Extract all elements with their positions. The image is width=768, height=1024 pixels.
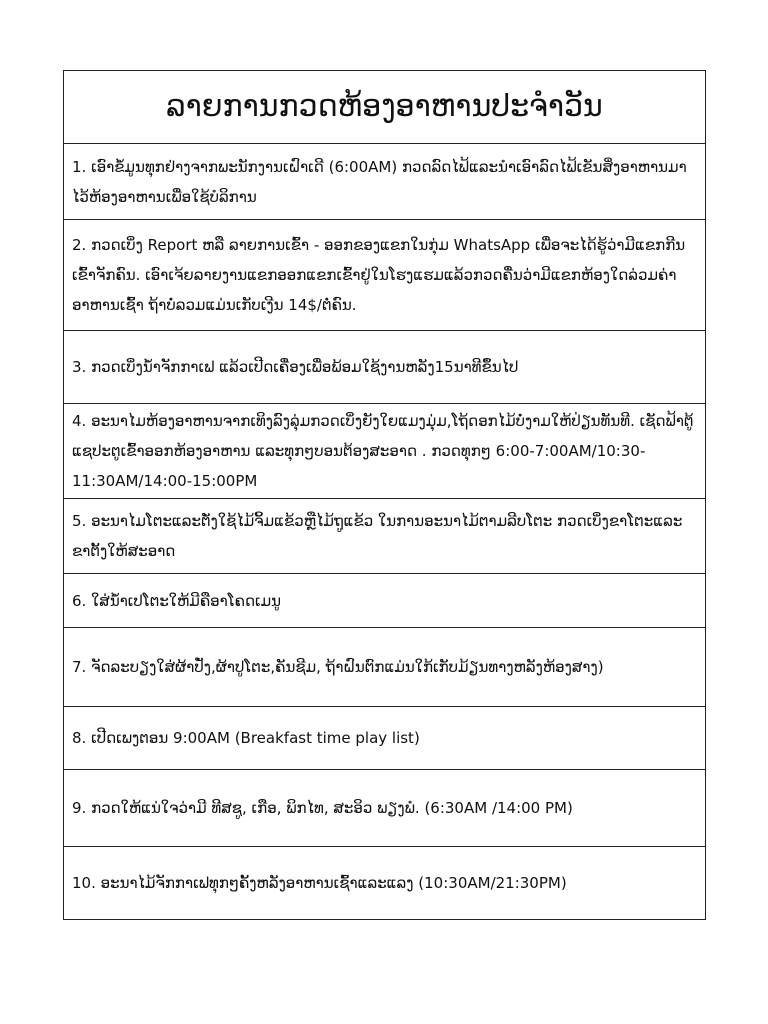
table-row: [64, 499, 706, 574]
table-row: [64, 770, 706, 847]
list-item: 4. ອະນາໄມຫ້ອງອາຫານຈາກເທິງລົງລຸ່ມກວດເບິ່ງຍັງໃຍແມງມຸ່ມ,ໂຖ້ດອກໄມ້ບໍ່ງາມໃຫ້ປ່ຽນທັນທີ. ເຊັດຟ້າຕູ້ແຊປະຕູເຂົ້າອອກຫ້ອງອາຫານ ແລະທຸກໆບອນຕ້ອງສະອາດ . ກວດທຸກໆ 6:00-7:00AM/10:30-11:30AM/14:00-15:00PM: [64, 404, 706, 499]
list-item: 7. ຈັດລະບຽງໃສ່ຜ້າປັ່ງ,ຜ້າປູໂຕະ,ຄັນຊີມ, ຖ້າຝົນຕົກແມ່ນໃກ້ເກັບມ້ຽນທາງຫລັງຫ້ອງສາງ): [64, 628, 706, 707]
page-title: ລາຍການກວດຫ້ອງອາຫານປະຈຳວັນ: [64, 71, 706, 144]
list-item: 10. ອະນາໄມ້ຈັກກາເຟທຸກໆຄັ້ງຫລັງອາຫານເຊົ້າແລະແລງ (10:30AM/21:30PM): [64, 847, 706, 920]
table-row: [64, 574, 706, 628]
table-row: [64, 628, 706, 707]
list-item: 9. ກວດໃຫ້ແນ່ໃຈວ່າມີ ທີສຊູ, ເກືອ, ພິກໄທ, ສະອິວ ພຽງພໍ. (6:30AM /14:00 PM): [64, 770, 706, 847]
table-row: [64, 220, 706, 331]
list-item: 6. ໃສ່ນ້ຳເປໂຕະໃຫ້ມີຄືອາໂຄດເມນູ: [64, 574, 706, 628]
list-item: 1. ເອົາຂໍ້ມູນທຸກຢ່າງຈາກພະນັກງານເຝົາເດີ (6:00AM) ກວດລົດໄຟ້ແລະນຳເອົາລົດໄຟ້ເຂັນສິ່ງອາຫານມາໄວ້ຫ້ອງອາຫານເພື່ອໃຊ້ບໍລິການ: [64, 144, 706, 220]
list-item: 2. ກວດເບິ່ງ Report ຫລື ລາຍການເຂົ້າ - ອອກຂອງແຂກໃນກຸ່ມ WhatsApp ເພື່ອຈະໄດ້ຮູ້ວ່າມີແຂກກີນເຂົ້າຈັກຄົນ. ເອົາເຈ້ຍລາຍງານແຂກອອກແຂກເຂົ້າຢູ່ໃນໂຮງແຮມແລ້ວກວດຄື່ນວ່າມີແຂກຫ້ອງໃດລ່ວມຄ່າອາຫານເຊົ້າ ຖ້າບໍ່ລວມແມ່ນເກັບເງີນ 14$/ຕໍ່ຄົນ.: [64, 220, 706, 331]
table-row: [64, 404, 706, 499]
table-row: [64, 707, 706, 770]
checklist-table: [63, 70, 706, 920]
table-row: [64, 847, 706, 920]
table-row: [64, 144, 706, 220]
list-item: 5. ອະນາໄມໂຕະແລະຕັ່ງໃຊ້ໄມ້ຈິ້ມແຂ້ວຫຼືໄມ້ຖູແຂ້ວ ໃນການອະນາໄມ້ຕາມລີບໂຕະ ກວດເບິ່ງຂາໂຕະແລະຂາຕັ້ງໃຫ້ສະອາດ: [64, 499, 706, 574]
list-item: 8. ເປີດເພງຕອນ 9:00AM (Breakfast time play list): [64, 707, 706, 770]
title-row: [64, 71, 706, 144]
table-row: [64, 331, 706, 404]
list-item: 3. ກວດເບິ່ງນ້ຳຈັກກາເຟ ແລ້ວເປີດເຄື່ອງເພື່ອພ້ອມໃຊ້ງານຫລັງ15ນາທີຂຶ້ນໄປ: [64, 331, 706, 404]
